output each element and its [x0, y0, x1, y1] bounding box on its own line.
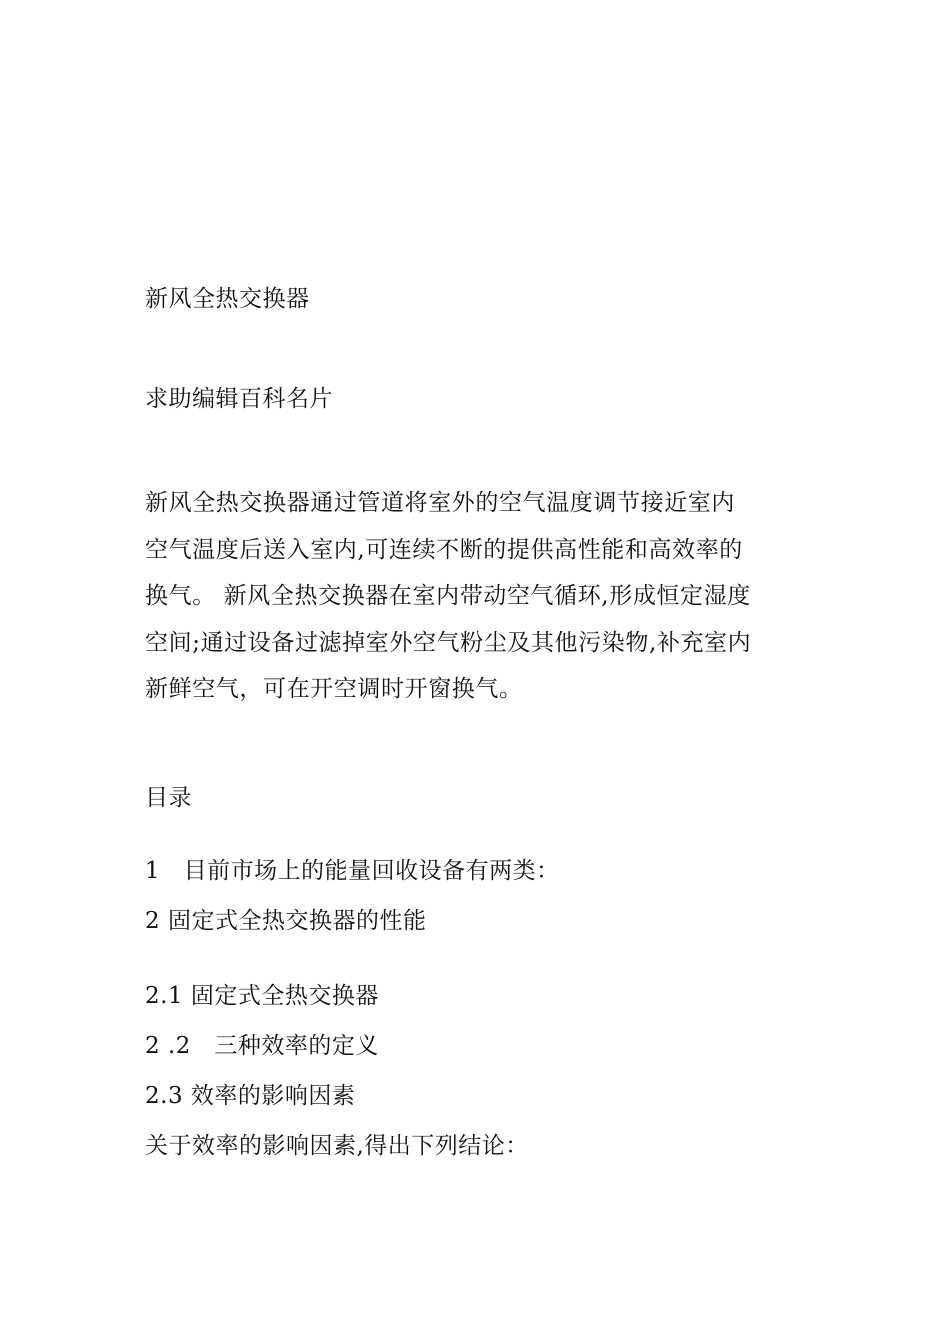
toc-heading: 目录 — [145, 785, 192, 811]
intro-line: 新鲜空气，可在开空调时开窗换气。 — [145, 676, 523, 702]
toc-item: 关于效率的影响因素,得出下列结论： — [145, 1133, 529, 1159]
toc-item: 1 目前市场上的能量回收设备有两类： — [145, 858, 560, 884]
intro-line: 空气温度后送入室内,可连续不断的提供高性能和高效率的 — [145, 536, 743, 563]
intro-line: 新风全热交换器通过管道将室外的空气温度调节接近室内 — [145, 490, 735, 516]
document-title: 新风全热交换器 — [145, 286, 310, 312]
intro-paragraph — [145, 480, 805, 713]
toc-item: 2 .2 三种效率的定义 — [145, 1033, 379, 1059]
intro-line: 空间;通过设备过滤掉室外空气粉尘及其他污染物,补充室内 — [145, 629, 752, 656]
toc-item: 2 固定式全热交换器的性能 — [145, 908, 427, 934]
toc-item: 2.3 效率的影响因素 — [145, 1083, 356, 1109]
toc-item: 2.1 固定式全热交换器 — [145, 983, 379, 1009]
intro-line: 换气。 新风全热交换器在室内带动空气循环,形成恒定湿度 — [145, 583, 751, 609]
document-subtitle: 求助编辑百科名片 — [145, 386, 333, 412]
